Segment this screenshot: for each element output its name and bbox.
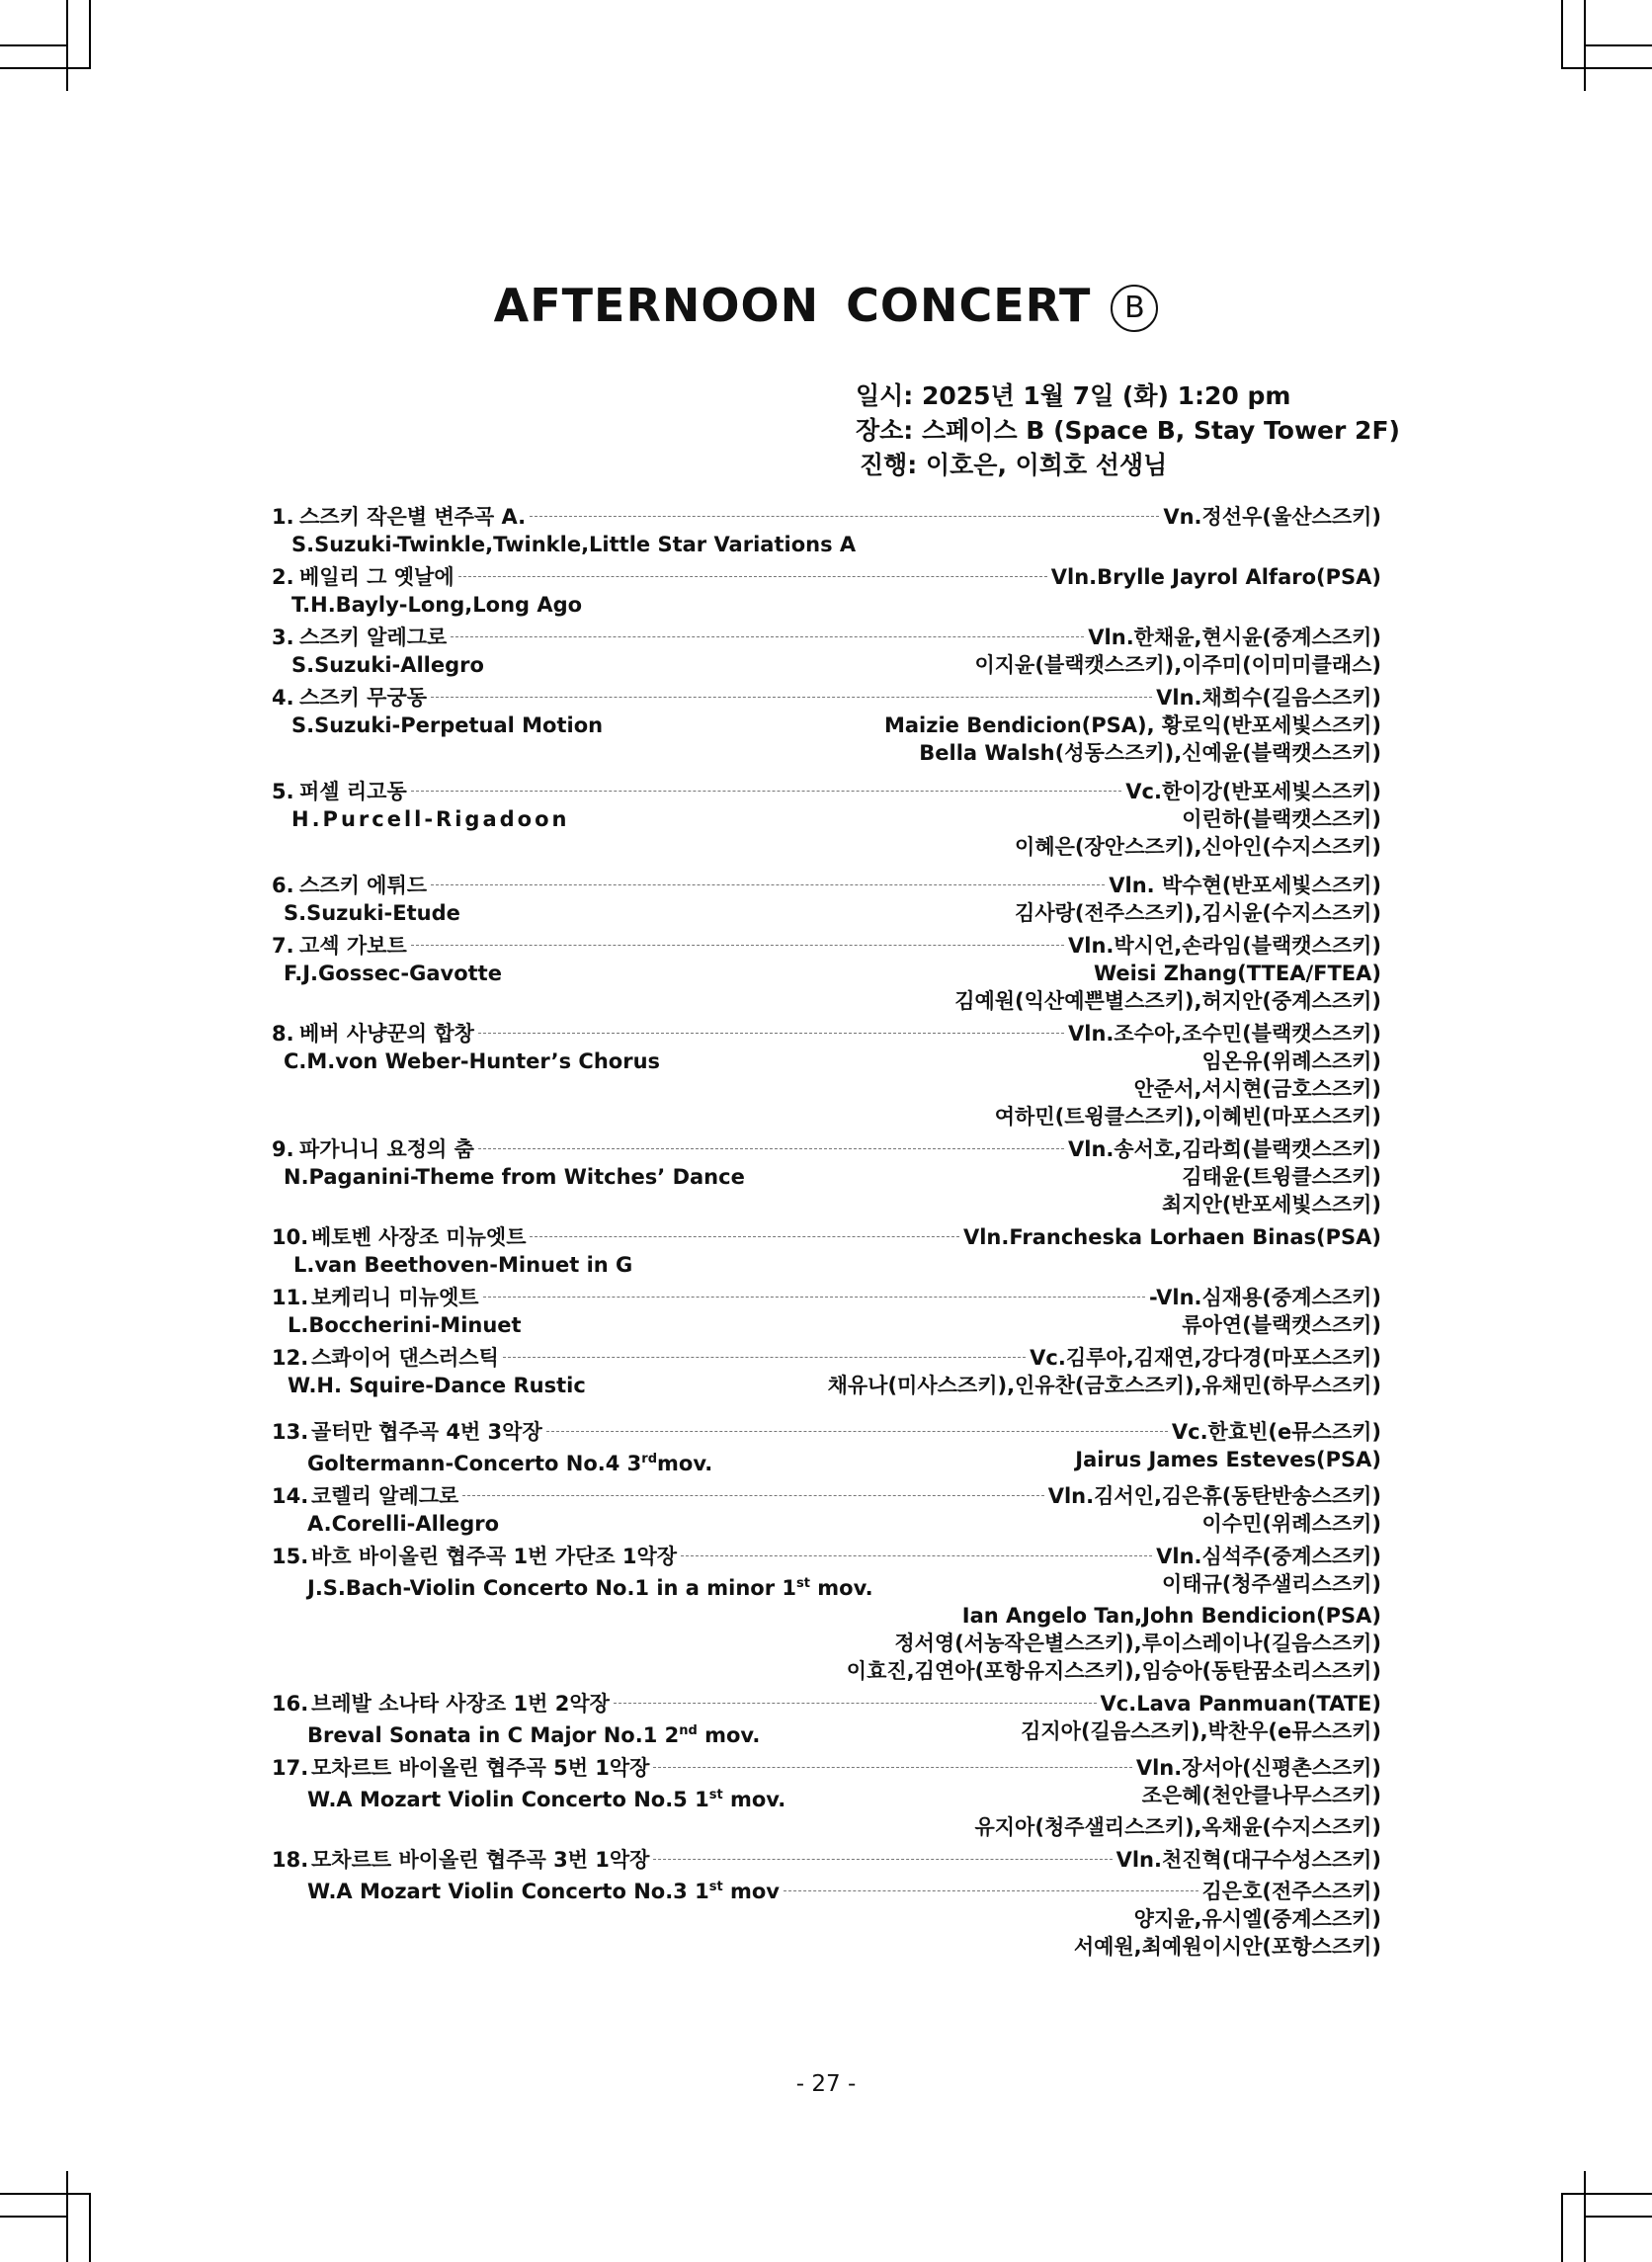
dot-leader: [503, 1357, 1026, 1358]
performer: Vc.김루아,김재연,강다경(마포스즈키): [1030, 1346, 1381, 1370]
item-number: 7.: [272, 934, 294, 958]
program-item: [272, 1223, 1381, 1279]
item-title-en: W.H. Squire-Dance Rustic: [288, 1374, 586, 1397]
program-item: [272, 503, 1381, 558]
performer: 김예원(익산예쁜별스즈키),허지안(중계스즈키): [954, 989, 1381, 1013]
item-number: 10.: [272, 1225, 309, 1249]
dot-leader: [653, 1859, 1112, 1860]
performer: 채유나(미사스즈키),인유찬(금호스즈키),유채민(하무스즈키): [827, 1374, 1381, 1397]
dot-leader: [411, 945, 1064, 946]
item-title-en: S.Suzuki-Twinkle,Twinkle,Little Star Variations A: [291, 533, 857, 556]
dot-leader: [483, 1297, 1145, 1298]
performer: Vc.한효빈(e뮤스즈키): [1171, 1420, 1381, 1444]
performer: Vln.조수아,조수민(블랙캣스즈키): [1068, 1022, 1381, 1046]
program-item: [272, 932, 1381, 1015]
performer: Vln.김서인,김은휴(동탄반송스즈키): [1047, 1484, 1381, 1508]
item-number: 12.: [272, 1346, 309, 1370]
dot-leader: [462, 1495, 1043, 1496]
performer: 조은혜(천안클나무스즈키): [1141, 1784, 1381, 1807]
item-title-ko: 퍼셀 리고동: [299, 780, 407, 803]
item-title-en: N.Paganini-Theme from Witches’ Dance: [284, 1165, 745, 1189]
program-item: [272, 778, 1381, 861]
crop-mark-bottom-left: [0, 2216, 68, 2218]
item-number: 11.: [272, 1286, 309, 1309]
performer: Vln.박시언,손라임(블랙캣스즈키): [1068, 934, 1381, 958]
performer: Vc.한이강(반포세빛스즈키): [1125, 780, 1381, 803]
title-text: AFTERNOON CONCERT: [493, 279, 1092, 332]
program-list: [272, 503, 1381, 1966]
item-title-ko: 베일리 그 옛날에: [299, 565, 454, 589]
performer: 양지윤,유시엘(중계스즈키): [1133, 1907, 1381, 1931]
performer: 최지안(반포세빛스즈키): [1161, 1193, 1381, 1216]
item-title-en: Goltermann-Concerto No.4 3rdmov.: [307, 1452, 713, 1475]
crop-mark-bottom-right: [1561, 2193, 1652, 2195]
item-title-ko: 파가니니 요정의 춤: [299, 1137, 474, 1161]
performer: Maizie Bendicion(PSA), 황로익(반포세빛스즈키): [883, 713, 1381, 737]
dot-leader: [784, 1890, 1198, 1891]
program-item: [272, 1135, 1381, 1218]
page-title: [0, 279, 1652, 332]
program-item: [272, 563, 1381, 619]
item-title-ko: 스즈키 에튀드: [299, 874, 428, 897]
dot-leader: [530, 1236, 958, 1237]
dot-leader: [431, 697, 1152, 698]
performer: 김은호(전주스즈키): [1201, 1880, 1381, 1903]
item-number: 3.: [272, 626, 294, 649]
item-number: 17.: [272, 1756, 309, 1780]
item-title-ko: 고섹 가보트: [299, 934, 407, 958]
performer: 유지아(청주샐리스즈키),옥채윤(수지스즈키): [974, 1815, 1381, 1839]
item-number: 6.: [272, 874, 294, 897]
performer: 정서영(서농작은별스즈키),루이스레이나(길음스즈키): [894, 1632, 1381, 1655]
performer: Vln.채희수(길음스즈키): [1156, 686, 1381, 710]
performer: 김태윤(트윙클스즈키): [1182, 1165, 1381, 1189]
performer: 김사랑(전주스즈키),김시윤(수지스즈키): [1015, 901, 1381, 925]
event-venue: 장소: 스페이스 B (Space B, Stay Tower 2F): [856, 416, 1400, 445]
performer: Bella Walsh(성동스즈키),신예윤(블랙캣스즈키): [919, 741, 1381, 765]
performer: Ian Angelo Tan,John Bendicion(PSA): [961, 1604, 1381, 1628]
dot-leader: [478, 1148, 1064, 1149]
crop-mark-top-right: [1561, 67, 1652, 69]
performer: 이수민(위례스즈키): [1201, 1512, 1381, 1536]
item-title-ko: 스콰이어 댄스러스틱: [311, 1346, 499, 1370]
crop-mark-top-left: [0, 67, 91, 69]
performer: 이태규(청주샐리스즈키): [1161, 1572, 1381, 1596]
performer: Vln.천진혁(대구수성스즈키): [1115, 1848, 1381, 1872]
item-title-ko: 베버 사냥꾼의 합창: [299, 1022, 474, 1046]
performer: 류아연(블랙캣스즈키): [1182, 1313, 1381, 1337]
item-title-en: J.S.Bach-Violin Concerto No.1 in a minor 1st mov.: [307, 1576, 873, 1600]
performer: -Vln.심재용(중계스즈키): [1148, 1286, 1381, 1309]
performer: Vln.심석주(중계스즈키): [1156, 1545, 1381, 1568]
performer: Weisi Zhang(TTEA/FTEA): [1093, 962, 1381, 985]
crop-mark-bottom-left: [89, 2193, 91, 2262]
program-item: [272, 1344, 1381, 1399]
item-title-ko: 베토벤 사장조 미뉴엣트: [311, 1225, 527, 1249]
crop-mark-top-right: [1584, 44, 1652, 46]
performer: 이효진,김연아(포항유지스즈키),임승아(동탄꿈소리스즈키): [846, 1659, 1381, 1683]
item-title-ko: 브레발 소나타 사장조 1번 2악장: [311, 1692, 610, 1716]
item-title-en: Breval Sonata in C Major No.1 2nd mov.: [307, 1723, 761, 1747]
event-info: [856, 378, 1400, 482]
item-title-en: S.Suzuki-Allegro: [291, 653, 484, 677]
performer: 이린하(블랙캣스즈키): [1182, 807, 1381, 831]
performer: 임온유(위례스즈키): [1201, 1049, 1381, 1073]
program-item: [272, 1543, 1381, 1685]
item-title-en: F.J.Gossec-Gavotte: [284, 962, 502, 985]
item-title-en: W.A Mozart Violin Concerto No.3 1st mov: [307, 1880, 780, 1903]
page-number: - 27 -: [795, 2071, 857, 2097]
item-title-ko: 골터만 협주곡 4번 3악장: [311, 1420, 542, 1444]
item-number: 2.: [272, 565, 294, 589]
performer: 여하민(트윙클스즈키),이혜빈(마포스즈키): [994, 1105, 1381, 1129]
dot-leader: [411, 791, 1122, 792]
dot-leader: [546, 1431, 1168, 1432]
crop-mark-top-right: [1561, 0, 1563, 69]
dot-leader: [530, 516, 1159, 517]
dot-leader: [478, 1033, 1064, 1034]
event-date: 일시: 2025년 1월 7일 (화) 1:20 pm: [856, 381, 1291, 410]
crop-mark-bottom-left: [0, 2193, 91, 2195]
item-number: 18.: [272, 1848, 309, 1872]
item-number: 15.: [272, 1545, 309, 1568]
dot-leader: [681, 1555, 1152, 1556]
item-title-ko: 스즈키 알레그로: [299, 626, 448, 649]
item-title-en: T.H.Bayly-Long,Long Ago: [291, 593, 583, 617]
item-title-ko: 스즈키 무궁동: [299, 686, 428, 710]
program-item: [272, 684, 1381, 767]
performer: 김지아(길음스즈키),박찬우(e뮤스즈키): [1021, 1719, 1381, 1743]
program-item: [272, 1418, 1381, 1477]
program-item: [272, 872, 1381, 927]
program-item: [272, 1690, 1381, 1749]
item-title-en: S.Suzuki-Perpetual Motion: [291, 713, 604, 737]
crop-mark-bottom-right: [1584, 2216, 1652, 2218]
item-number: 8.: [272, 1022, 294, 1046]
performer: Vc.Lava Panmuan(TATE): [1100, 1692, 1381, 1716]
program-item: [272, 1482, 1381, 1538]
performer: Vn.정선우(울산스즈키): [1163, 505, 1381, 529]
item-title-ko: 보케리니 미뉴엣트: [311, 1286, 479, 1309]
performer: 서예원,최예원이시안(포항스즈키): [1073, 1935, 1381, 1959]
dot-leader: [614, 1703, 1097, 1704]
crop-mark-top-left: [0, 44, 68, 46]
performer: Vln.한채윤,현시윤(중계스즈키): [1088, 626, 1381, 649]
performer: Vln.장서아(신평촌스즈키): [1135, 1756, 1381, 1780]
item-number: 14.: [272, 1484, 309, 1508]
performer: 안준서,서시현(금호스즈키): [1133, 1077, 1381, 1101]
item-title-ko: 바흐 바이올린 협주곡 1번 가단조 1악장: [311, 1545, 678, 1568]
circled-letter-mark: B: [1111, 285, 1158, 332]
program-item: [272, 1020, 1381, 1131]
performer: 이혜은(장안스즈키),신아인(수지스즈키): [1015, 835, 1381, 859]
item-title-ko: 모차르트 바이올린 협주곡 5번 1악장: [311, 1756, 650, 1780]
program-item: [272, 1846, 1381, 1961]
dot-leader: [451, 636, 1084, 637]
crop-mark-bottom-right: [1561, 2193, 1563, 2262]
item-title-en: W.A Mozart Violin Concerto No.5 1st mov.: [307, 1788, 786, 1811]
performer: 이지윤(블랙캣스즈키),이주미(이미미클래스): [974, 653, 1381, 677]
item-title-en: C.M.von Weber-Hunter’s Chorus: [284, 1049, 661, 1073]
performer: Jairus James Esteves(PSA): [1075, 1448, 1381, 1471]
performer: Vln. 박수현(반포세빛스즈키): [1109, 874, 1381, 897]
item-title-en: L.van Beethoven-Minuet in G: [293, 1253, 633, 1277]
item-title-ko: 모차르트 바이올린 협주곡 3번 1악장: [311, 1848, 650, 1872]
program-item: [272, 1754, 1381, 1841]
crop-mark-top-left: [89, 0, 91, 69]
program-item: [272, 624, 1381, 679]
item-title-en: S.Suzuki-Etude: [284, 901, 460, 925]
dot-leader: [431, 884, 1105, 885]
performer: Vln.송서호,김라희(블랙캣스즈키): [1068, 1137, 1381, 1161]
item-number: 1.: [272, 505, 294, 529]
item-title-en: L.Boccherini-Minuet: [288, 1313, 522, 1337]
event-host: 진행: 이호은, 이희호 선생님: [860, 451, 1168, 479]
item-title-en: A.Corelli-Allegro: [307, 1512, 500, 1536]
item-number: 9.: [272, 1137, 294, 1161]
item-title-ko: 코렐리 알레그로: [311, 1484, 459, 1508]
item-title-en: H.Purcell-Rigadoon: [291, 807, 570, 831]
program-item: [272, 1284, 1381, 1339]
dot-leader: [458, 576, 1047, 577]
item-number: 16.: [272, 1692, 309, 1716]
performer: Vln.Brylle Jayrol Alfaro(PSA): [1050, 565, 1381, 589]
item-number: 4.: [272, 686, 294, 710]
item-number: 13.: [272, 1420, 309, 1444]
performer: Vln.Francheska Lorhaen Binas(PSA): [962, 1225, 1381, 1249]
dot-leader: [653, 1767, 1131, 1768]
item-number: 5.: [272, 780, 294, 803]
item-title-ko: 스즈키 작은별 변주곡 A.: [299, 505, 527, 529]
